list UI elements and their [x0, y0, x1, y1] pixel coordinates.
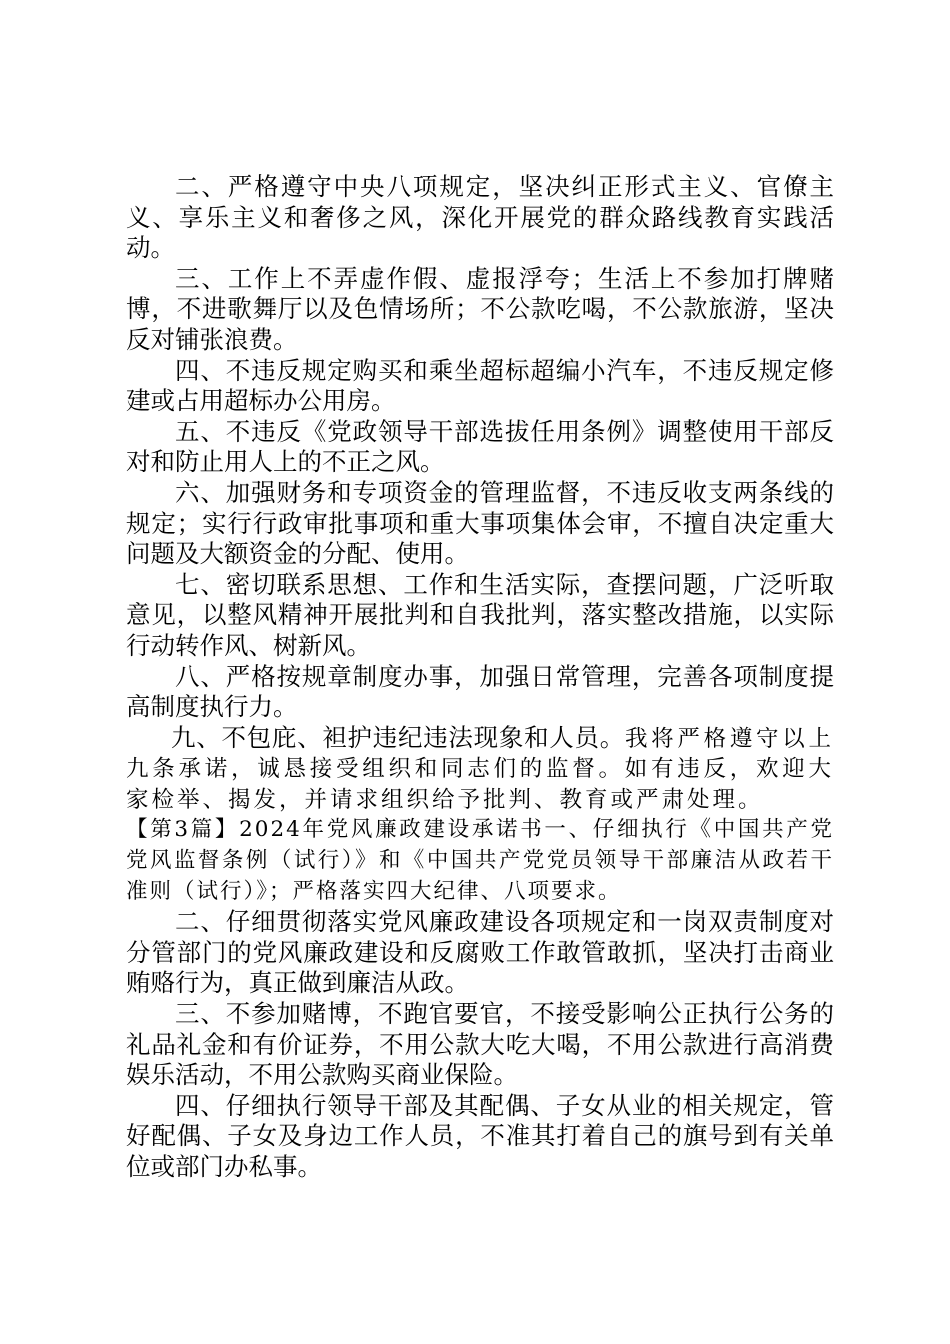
- paragraph-2: 二、严格遵守中央八项规定，坚决纠正形式主义、官僚主义、享乐主义和奢侈之风，深化开展党的群众路线教育实践活动。: [126, 172, 834, 263]
- document-body: [126, 172, 834, 1183]
- section-3-paragraph-4: 四、仔细执行领导干部及其配偶、子女从业的相关规定，管好配偶、子女及身边工作人员，不准其打着自己的旗号到有关单位或部门办私事。: [126, 1090, 834, 1181]
- section-3-paragraph-3: 三、不参加赌博，不跑官要官，不接受影响公正执行公务的礼品礼金和有价证券，不用公款大吃大喝，不用公款进行高消费娱乐活动，不用公款购买商业保险。: [126, 999, 834, 1090]
- paragraph-9-lead: 九、不包庇、袒护违纪违法现象和人员。: [171, 722, 625, 752]
- paragraph-3: 三、工作上不弄虚作假、虚报浮夸；生活上不参加打牌赌博，不进歌舞厅以及色情场所；不公款吃喝，不公款旅游，坚决反对铺张浪费。: [126, 263, 834, 354]
- paragraph-6: 六、加强财务和专项资金的管理监督，不违反收支两条线的规定；实行行政审批事项和重大事项集体会审，不擅自决定重大问题及大额资金的分配、使用。: [126, 477, 834, 569]
- section-3-paragraph-2: 二、仔细贯彻落实党风廉政建设各项规定和一岗双责制度对分管部门的党风廉政建设和反腐败工作敢管敢抓，坚决打击商业贿赂行为，真正做到廉洁从政。: [126, 907, 834, 998]
- paragraph-5: 五、不违反《党政领导干部选拔任用条例》调整使用干部反对和防止用人上的不正之风。: [126, 416, 834, 477]
- paragraph-9: [126, 723, 834, 816]
- section-3-heading-paragraph: 【第3篇】2024年党风廉政建设承诺书一、仔细执行《中国共产党党风监督条例（试行）》和《中国共产党党员领导干部廉洁从政若干准则（试行）》；严格落实四大纪律、八项要求。: [126, 817, 834, 904]
- paragraph-4: 四、不违反规定购买和乘坐超标超编小汽车，不违反规定修建或占用超标办公用房。: [126, 355, 834, 416]
- paragraph-7: 七、密切联系思想、工作和生活实际，查摆问题，广泛听取意见，以整风精神开展批判和自我批判，落实整改措施，以实际行动转作风、树新风。: [126, 569, 834, 660]
- paragraph-9-rest: 我将严格遵守以上九条承诺，诚恳接受组织和同志们的监督。如有违反，欢迎大家检举、揭发，并请求组织给予批判、教育或严肃处理。: [126, 725, 834, 813]
- paragraph-8: 八、严格按规章制度办事，加强日常管理，完善各项制度提高制度执行力。: [126, 661, 834, 722]
